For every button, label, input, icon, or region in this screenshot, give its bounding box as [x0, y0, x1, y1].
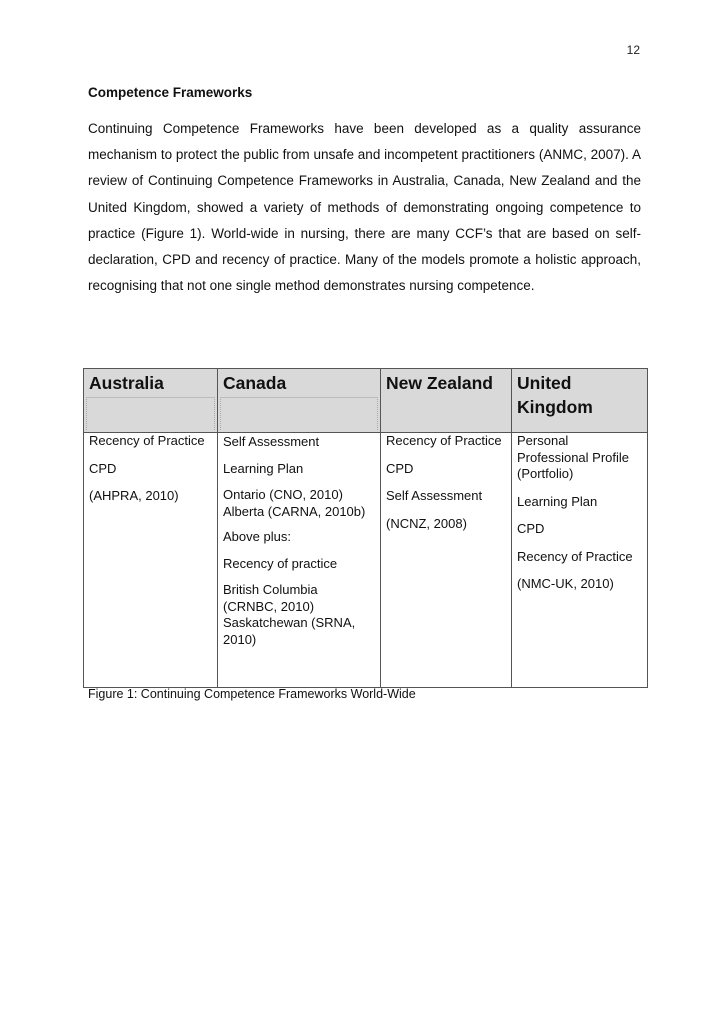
united-kingdom-recency: Recency of Practice — [517, 548, 633, 564]
table-body-row — [84, 433, 648, 688]
cell-new-zealand — [381, 433, 512, 688]
canada-alberta: Alberta (CARNA, 2010b) — [223, 503, 366, 519]
header-canada — [218, 369, 381, 433]
header-australia — [84, 369, 218, 433]
new-zealand-ref: (NCNZ, 2008) — [386, 515, 467, 531]
united-kingdom-learning-plan: Learning Plan — [517, 493, 598, 509]
section-heading: Competence Frameworks — [88, 85, 253, 100]
australia-recency: Recency of Practice — [89, 433, 205, 448]
australia-ref: (AHPRA, 2010) — [89, 488, 179, 503]
united-kingdom-portfolio: Personal Professional Profile (Portfolio) — [517, 433, 629, 481]
canada-saskatchewan: Saskatchewan (SRNA, 2010) — [223, 615, 356, 647]
new-zealand-recency: Recency of Practice — [386, 433, 502, 448]
header-new-zealand — [381, 369, 512, 433]
page-number: 12 — [626, 43, 640, 57]
header-new-zealand-label: New Zealand — [386, 373, 493, 393]
cell-united-kingdom — [512, 433, 648, 688]
new-zealand-cpd: CPD — [386, 460, 414, 476]
header-united-kingdom-label: United Kingdom — [517, 373, 593, 417]
header-united-kingdom — [512, 369, 648, 433]
united-kingdom-cpd: CPD — [517, 521, 545, 536]
header-australia-label: Australia — [89, 373, 164, 393]
cell-canada — [218, 433, 381, 688]
australia-cpd: CPD — [89, 460, 117, 476]
canada-above-plus: Above plus: — [223, 529, 291, 544]
canada-recency: Recency of practice — [223, 555, 338, 571]
canada-learning-plan: Learning Plan — [223, 460, 304, 476]
figure-caption: Figure 1: Continuing Competence Frameworks World-Wide — [88, 687, 416, 701]
frameworks-table — [83, 368, 648, 688]
table-header-row — [84, 369, 648, 433]
cell-australia — [84, 433, 218, 688]
canada-british-columbia: British Columbia (CRNBC, 2010) — [223, 582, 318, 614]
canada-self-assessment: Self Assessment — [223, 434, 320, 449]
canada-ontario: Ontario (CNO, 2010) — [223, 487, 343, 502]
new-zealand-self-assessment: Self Assessment — [386, 488, 483, 503]
header-canada-label: Canada — [223, 373, 287, 393]
body-paragraph: Continuing Competence Frameworks have been developed as a quality assurance mechanism to protect the public from unsafe and incompetent practitioners (ANMC, 2007). A review of Continuing Competence Frameworks in Australia, Canada, New Zealand and the United Kingdom, showed a variety of methods of demonstrating ongoing competence to practice (Figure 1). World-wide in nursing, there are many CCF’s that are based on self-declaration, CPD and recency of practice. Many of the models promote a holistic approach, recognising that not one single method demonstrates nursing competence. — [88, 121, 641, 294]
united-kingdom-ref: (NMC-UK, 2010) — [517, 576, 614, 591]
